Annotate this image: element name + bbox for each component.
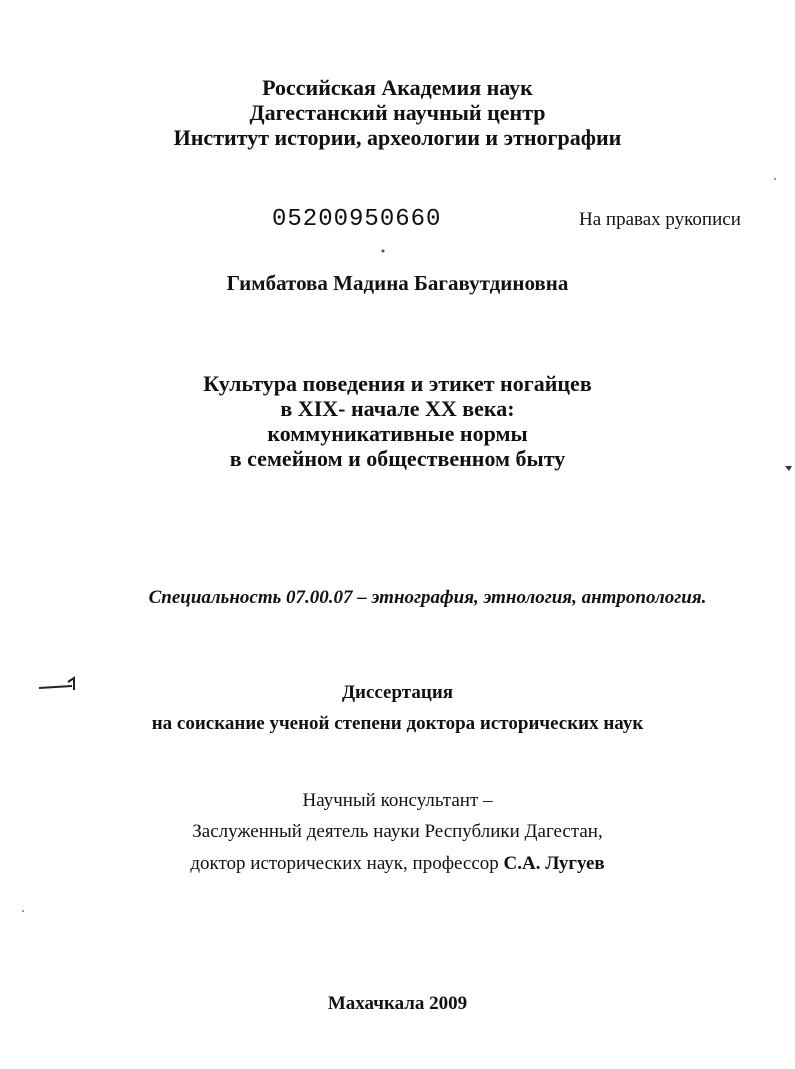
margin-arrow-mark	[784, 461, 794, 479]
degree-title: Диссертация	[341, 682, 454, 703]
rights-notice: На правах рукописи	[579, 209, 741, 230]
org-center: Дагестанский научный центр	[249, 100, 546, 125]
scan-dot	[381, 240, 385, 258]
org-institute: Институт истории, археологии и этнографии	[173, 125, 622, 150]
thesis-title-line: в семейном и общественном быту	[229, 446, 566, 471]
consultant-honor: Заслуженный деятель науки Республики Дагестан,	[192, 821, 603, 842]
margin-pencil-mark	[38, 674, 80, 699]
author-name: Гимбатова Мадина Багавутдиновна	[226, 271, 569, 295]
consultant-degree: доктор исторических наук, профессор	[190, 853, 504, 874]
scan-dot	[773, 168, 777, 186]
scan-dot	[21, 900, 25, 918]
consultant-name-line	[0, 853, 795, 875]
thesis-title-line: в XIX- начале XX века:	[280, 396, 515, 421]
consultant-name: С.А. Лугуев	[503, 853, 605, 874]
specialty-line: Специальность 07.00.07 – этнография, этнология, антропология.	[148, 587, 707, 608]
thesis-title-line: коммуникативные нормы	[267, 421, 528, 446]
degree-description: на соискание ученой степени доктора исторических наук	[151, 713, 644, 734]
registry-number: 05200950660	[272, 206, 442, 233]
city-year: Махачкала 2009	[327, 993, 468, 1014]
thesis-title-line: Культура поведения и этикет ногайцев	[203, 371, 592, 396]
consultant-label: Научный консультант –	[302, 790, 493, 811]
org-academy: Российская Академия наук	[262, 75, 533, 100]
